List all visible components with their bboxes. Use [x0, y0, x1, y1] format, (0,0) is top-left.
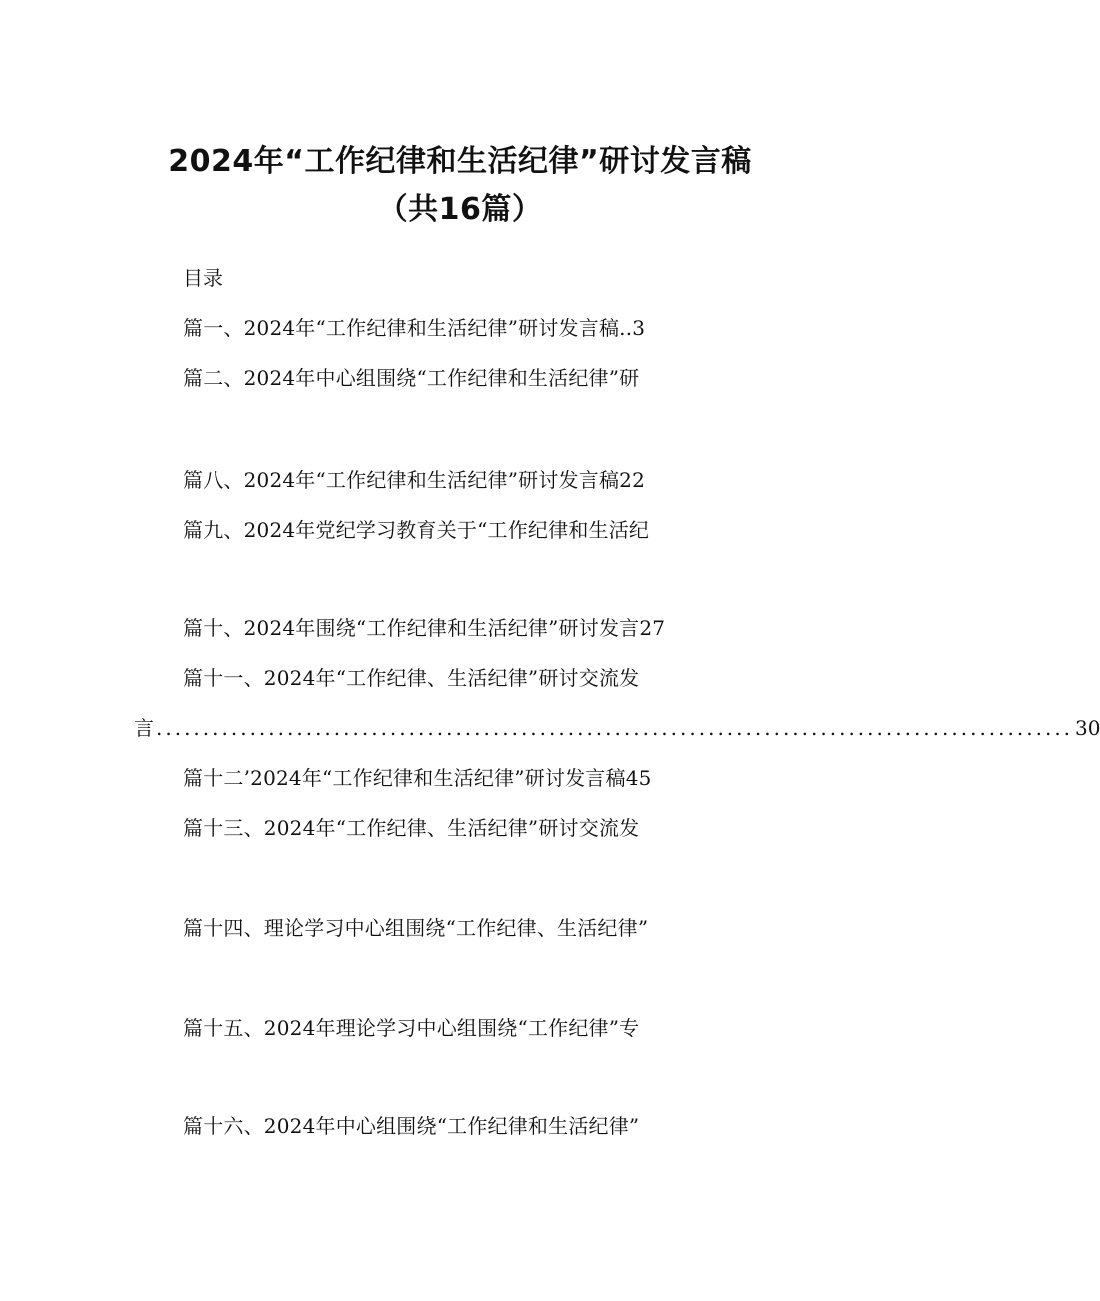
toc-entry-15[interactable]: 篇十五、2024年理论学习中心组围绕“工作纪律”专: [183, 1016, 640, 1040]
document-title: 2024年“工作纪律和生活纪律”研讨发言稿: [168, 144, 752, 179]
toc-entry-1[interactable]: 篇一、2024年“工作纪律和生活纪律”研讨发言稿..3: [183, 316, 646, 340]
continuation-text: 言: [134, 716, 154, 740]
toc-entry-8[interactable]: 篇八、2024年“工作纪律和生活纪律”研讨发言稿22: [183, 468, 645, 492]
toc-entry-16[interactable]: 篇十六、2024年中心组围绕“工作纪律和生活纪律”: [183, 1114, 640, 1138]
toc-entry-11[interactable]: 篇十一、2024年“工作纪律、生活纪律”研讨交流发: [183, 666, 640, 690]
toc-entry-12[interactable]: 篇十二’2024年“工作纪律和生活纪律”研讨发言稿45: [183, 766, 652, 790]
toc-entry-14[interactable]: 篇十四、理论学习中心组围绕“工作纪律、生活纪律”: [183, 916, 649, 940]
toc-entry-2[interactable]: 篇二、2024年中心组围绕“工作纪律和生活纪律”研: [183, 366, 640, 390]
toc-entry-11-continuation[interactable]: [134, 712, 1100, 741]
toc-entry-13[interactable]: 篇十三、2024年“工作纪律、生活纪律”研讨交流发: [183, 816, 640, 840]
page-number: 30: [1075, 716, 1100, 740]
toc-entry-10[interactable]: 篇十、2024年围绕“工作纪律和生活纪律”研讨发言27: [183, 616, 666, 640]
dot-leader: ..................................................................................................: [156, 716, 1074, 740]
document-subtitle: （共16篇）: [377, 192, 543, 227]
toc-entry-9[interactable]: 篇九、2024年党纪学习教育关于“工作纪律和生活纪: [183, 518, 650, 542]
toc-heading: 目录: [183, 266, 223, 290]
